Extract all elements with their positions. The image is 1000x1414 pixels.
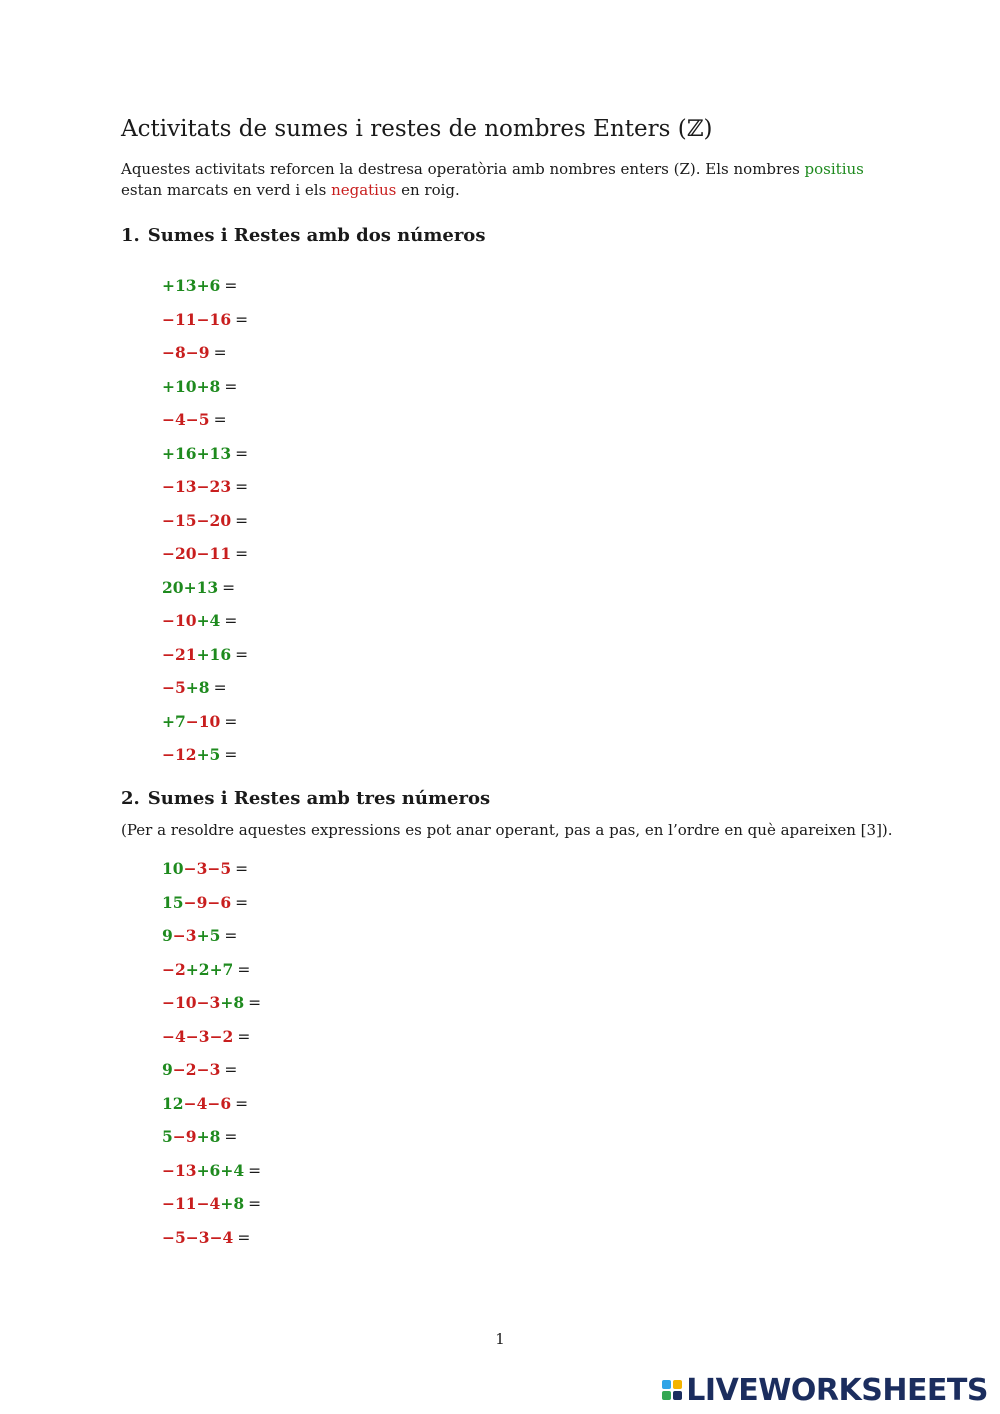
- positive-term: +2: [185, 959, 210, 979]
- intro-text-3: en roig.: [396, 181, 460, 199]
- equals-sign: =: [237, 960, 251, 979]
- equals-sign: =: [235, 310, 249, 329]
- positive-term: +8: [196, 376, 221, 396]
- negative-term: −11: [162, 309, 197, 329]
- equals-sign: =: [235, 645, 249, 664]
- negative-term: −20: [196, 510, 232, 530]
- equals-sign: =: [224, 1061, 238, 1079]
- positive-term: 20: [162, 577, 184, 597]
- equals-sign: =: [213, 344, 227, 362]
- negative-term: −9: [185, 343, 210, 362]
- section-2-heading: Sumes i Restes amb tres números: [147, 788, 491, 809]
- positive-term: 5: [162, 1127, 173, 1146]
- positive-term: +8: [220, 993, 245, 1012]
- negative-term: −9: [172, 1127, 197, 1146]
- exercise-expression: [162, 712, 237, 732]
- positive-term: 9: [162, 926, 173, 945]
- negative-term: −12: [162, 745, 197, 764]
- negative-term: −4: [183, 1093, 208, 1113]
- positive-term: +5: [196, 926, 221, 945]
- exercise-expression: [162, 645, 248, 665]
- negative-term: −9: [183, 892, 208, 912]
- exercise-expression: [162, 893, 248, 913]
- exercise-expression: [162, 1094, 248, 1114]
- negative-word: negatius: [331, 181, 397, 199]
- positive-term: +8: [196, 1127, 221, 1146]
- negative-term: −4: [196, 1194, 221, 1213]
- equals-sign: =: [224, 927, 238, 945]
- negative-term: −5: [162, 678, 186, 697]
- negative-term: −10: [162, 993, 197, 1012]
- negative-term: −3: [185, 1227, 210, 1247]
- negative-term: −3: [183, 859, 208, 878]
- negative-term: −16: [196, 309, 232, 329]
- equals-sign: =: [237, 1027, 251, 1046]
- equals-sign: =: [235, 511, 249, 530]
- negative-term: −3: [172, 926, 197, 945]
- equals-sign: =: [235, 444, 249, 463]
- positive-term: +13: [162, 276, 197, 295]
- negative-term: −10: [185, 711, 221, 731]
- equals-sign: =: [235, 893, 249, 912]
- negative-term: −4: [209, 1227, 234, 1247]
- equals-sign: =: [248, 994, 262, 1012]
- equals-sign: =: [248, 1161, 262, 1180]
- exercise-expression: [162, 276, 237, 296]
- positive-term: +8: [185, 678, 210, 697]
- intro-text-2: estan marcats en verd i els: [121, 181, 332, 199]
- section-1-heading: Sumes i Restes amb dos números: [147, 225, 486, 246]
- positive-term: +13: [183, 577, 219, 597]
- negative-term: −6: [207, 892, 232, 912]
- section-2-title: [121, 788, 490, 809]
- page-title: Activitats de sumes i restes de nombres Enters (ℤ): [121, 116, 713, 142]
- section-1-title: [121, 225, 485, 246]
- negative-term: −5: [207, 859, 232, 878]
- positive-term: +7: [162, 711, 186, 731]
- exercise-expression: [162, 926, 237, 946]
- exercise-expression: [162, 859, 248, 879]
- exercise-expression: [162, 410, 227, 430]
- equals-sign: =: [224, 612, 238, 630]
- negative-term: −4: [162, 410, 186, 429]
- equals-sign: =: [224, 377, 238, 396]
- section-2-note: (Per a resoldre aquestes expressions es pot anar operant, pas a pas, en l’ordre en què apareixen [3]).: [121, 821, 893, 839]
- exercise-expression: [162, 578, 235, 598]
- equals-sign: =: [224, 746, 238, 764]
- exercise-expression: [162, 544, 248, 564]
- equals-sign: =: [224, 712, 238, 731]
- negative-term: −3: [196, 1060, 221, 1079]
- exercise-expression: [162, 1161, 261, 1181]
- positive-term: 12: [162, 1093, 184, 1113]
- exercise-expression: [162, 343, 227, 363]
- negative-term: −23: [196, 477, 232, 496]
- negative-term: −21: [162, 644, 197, 664]
- exercise-expression: [162, 444, 248, 464]
- section-2-number: 2.: [121, 788, 140, 809]
- negative-term: −13: [162, 477, 197, 496]
- exercise-expression: [162, 745, 237, 765]
- negative-term: −15: [162, 510, 197, 530]
- exercise-expression: [162, 377, 237, 397]
- exercise-expression: [162, 1060, 237, 1080]
- negative-term: −2: [172, 1060, 197, 1079]
- equals-sign: =: [213, 411, 227, 429]
- positive-term: +7: [209, 959, 234, 979]
- positive-term: +10: [162, 376, 197, 396]
- exercise-expression: [162, 1027, 250, 1047]
- intro-paragraph: [121, 159, 881, 201]
- exercise-expression: [162, 611, 237, 631]
- negative-term: −3: [185, 1026, 210, 1046]
- exercise-expression: [162, 1194, 261, 1214]
- positive-term: +4: [220, 1160, 245, 1180]
- negative-term: −13: [162, 1160, 197, 1180]
- equals-sign: =: [235, 545, 249, 563]
- positive-term: +6: [196, 276, 221, 295]
- positive-term: +6: [196, 1160, 221, 1180]
- equals-sign: =: [235, 860, 249, 878]
- negative-term: −11: [196, 544, 232, 563]
- section-1-number: 1.: [121, 225, 140, 246]
- negative-term: −5: [185, 410, 210, 429]
- equals-sign: =: [222, 578, 236, 597]
- negative-term: −20: [162, 544, 197, 563]
- negative-term: −8: [162, 343, 186, 362]
- positive-term: +5: [196, 745, 221, 764]
- positive-term: 10: [162, 859, 184, 878]
- logo-text: LIVEWORKSHEETS: [686, 1372, 988, 1408]
- exercise-expression: [162, 1228, 250, 1248]
- liveworksheets-logo-icon: [662, 1380, 682, 1400]
- equals-sign: =: [224, 277, 238, 295]
- positive-term: 15: [162, 892, 184, 912]
- exercise-expression: [162, 1127, 237, 1147]
- exercise-expression: [162, 960, 250, 980]
- negative-term: −5: [162, 1227, 186, 1247]
- negative-term: −4: [162, 1026, 186, 1046]
- equals-sign: =: [235, 1094, 249, 1113]
- negative-term: −6: [207, 1093, 232, 1113]
- positive-term: +8: [220, 1194, 245, 1213]
- positive-term: 9: [162, 1060, 173, 1079]
- negative-term: −2: [162, 959, 186, 979]
- positive-term: +13: [196, 443, 232, 463]
- negative-term: −11: [162, 1194, 197, 1213]
- positive-term: +4: [196, 611, 221, 630]
- equals-sign: =: [213, 679, 227, 697]
- equals-sign: =: [248, 1195, 262, 1213]
- positive-term: +16: [162, 443, 197, 463]
- positive-word: positius: [804, 160, 864, 178]
- exercise-expression: [162, 511, 248, 531]
- negative-term: −10: [162, 611, 197, 630]
- page-number: 1: [495, 1330, 505, 1348]
- intro-text-1: Aquestes activitats reforcen la destresa operatòria amb nombres enters (Z). Els nombres: [121, 160, 805, 178]
- exercise-expression: [162, 678, 227, 698]
- equals-sign: =: [235, 478, 249, 496]
- positive-term: +16: [196, 644, 232, 664]
- exercise-expression: [162, 310, 248, 330]
- exercise-expression: [162, 477, 248, 497]
- exercise-expression: [162, 993, 261, 1013]
- liveworksheets-logo: [662, 1372, 988, 1408]
- equals-sign: =: [224, 1128, 238, 1146]
- negative-term: −3: [196, 993, 221, 1012]
- negative-term: −2: [209, 1026, 234, 1046]
- equals-sign: =: [237, 1228, 251, 1247]
